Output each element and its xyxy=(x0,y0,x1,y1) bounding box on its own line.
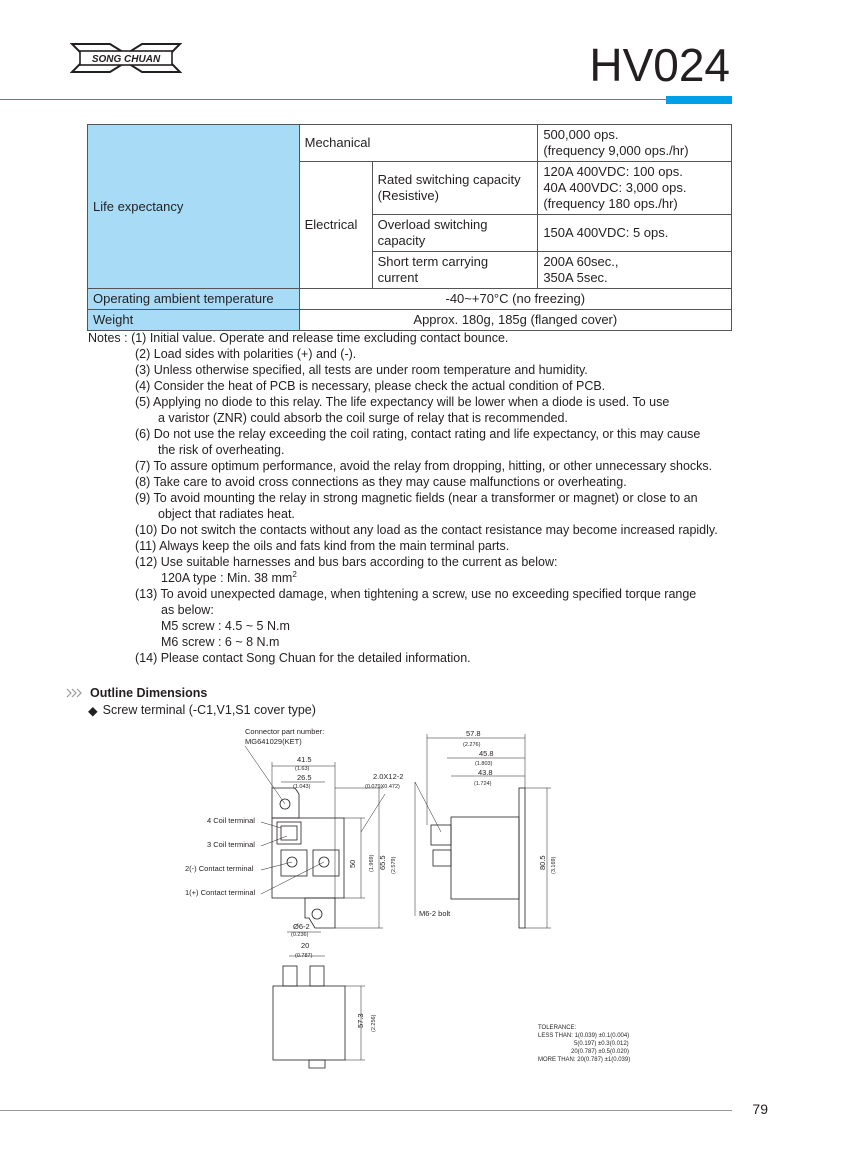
logo-text: SONG CHUAN xyxy=(91,54,161,65)
notes xyxy=(88,330,788,666)
dim-26-5: 26.5 xyxy=(297,773,312,782)
note-10: (10) Do not switch the contacts without any load as the contact resistance may become increased rapidly. xyxy=(135,523,718,537)
svg-text:(1.803): (1.803) xyxy=(475,761,493,767)
dim-57-8: 57.8 xyxy=(466,729,481,738)
song-chuan-logo xyxy=(70,40,182,76)
dim-2x12: 2.0X12-2 xyxy=(373,772,404,781)
contact-terminal-2: 2(-) Contact terminal xyxy=(185,864,254,873)
note-12-cont: 120A type : Min. 38 $mm^2$ xyxy=(161,569,297,585)
note-12: (12) Use suitable harnesses and bus bars according to the current as below: xyxy=(135,555,558,569)
side-view-body xyxy=(451,817,519,899)
note-5: (5) Applying no diode to this relay. The life expectancy will be lower when a diode is used. To use xyxy=(135,395,670,409)
note-13-m5: M5 screw : 4.5 ~ 5 N.m xyxy=(161,619,290,633)
note-13-m6: M6 screw : 6 ~ 8 N.m xyxy=(161,635,280,649)
overload-label: Overload switching capacity xyxy=(372,215,538,252)
dim-20: 20 xyxy=(301,941,310,950)
top-flange xyxy=(272,788,299,818)
model-number: HV024 xyxy=(589,39,730,91)
dim-43-8: 43.8 xyxy=(478,768,493,777)
electrical-label: Electrical xyxy=(299,162,372,289)
chevrons-icon xyxy=(66,688,84,698)
life-expectancy-label: Life expectancy xyxy=(88,125,300,289)
dim-65-5: 65.5 xyxy=(378,855,387,870)
rated-capacity-value: 120A 400VDC: 100 ops. 40A 400VDC: 3,000 ops. (frequency 180 ops./hr) xyxy=(538,162,732,215)
note-11: (11) Always keep the oils and fats kind from the main terminal parts. xyxy=(135,539,510,553)
mechanical-value: 500,000 ops. (frequency 9,000 ops./hr) xyxy=(538,125,732,162)
svg-text:(2.256): (2.256) xyxy=(371,1014,377,1032)
svg-text:(1.724): (1.724) xyxy=(474,781,492,787)
dim-80-5: 80.5 xyxy=(538,855,547,870)
outline-subtitle: ◆ Screw terminal (-C1,V1,S1 cover type) xyxy=(88,703,316,718)
dim-50: 50 xyxy=(348,859,357,868)
dim-45-8: 45.8 xyxy=(479,749,494,758)
svg-text:(0.079X0.472): (0.079X0.472) xyxy=(365,784,400,790)
connector-part: MG641029(KET) xyxy=(245,737,302,746)
dim-41-5: 41.5 xyxy=(297,755,312,764)
note-2: (2) Load sides with polarities (+) and (-). xyxy=(135,347,357,361)
svg-text:(1.63): (1.63) xyxy=(295,766,310,772)
note-6-cont: the risk of overheating. xyxy=(158,443,285,457)
svg-text:(1.043): (1.043) xyxy=(293,784,311,790)
note-1: Notes : (1) Initial value. Operate and release time excluding contact bounce. xyxy=(88,331,509,345)
svg-text:(2.276): (2.276) xyxy=(463,742,481,748)
svg-text:(1.969): (1.969) xyxy=(369,854,375,872)
note-9: (9) To avoid mounting the relay in strong magnetic fields (near a transformer or magnet) or close to an xyxy=(135,491,698,505)
overload-value: 150A 400VDC: 5 ops. xyxy=(538,215,732,252)
temperature-label: Operating ambient temperature xyxy=(88,289,300,310)
weight-value: Approx. 180g, 185g (flanged cover) xyxy=(299,310,731,331)
footer-rule xyxy=(0,1110,732,1111)
m6-bolt-label: M6-2 bolt xyxy=(419,909,451,918)
short-term-value: 200A 60sec., 350A 5sec. xyxy=(538,252,732,289)
tolerance-block: TOLERANCE: LESS THAN: 1(0.039) ±0.1(0.004) 5(0.197) ±0.3(0.012) 20(0.787) ±0.5(0.020) MORE THAN: 20(0.787) ±1(0.039) xyxy=(538,1025,631,1063)
bottom-view-body xyxy=(273,986,345,1060)
note-5-cont: a varistor (ZNR) could absorb the coil surge of relay that is recommended. xyxy=(158,411,568,425)
note-13: (13) To avoid unexpected damage, when tightening a screw, use no exceeding specified torque range xyxy=(135,587,697,601)
contact-terminal-1: 1(+) Contact terminal xyxy=(185,888,256,897)
note-7: (7) To assure optimum performance, avoid the relay from dropping, hitting, or other unnecessary shocks. xyxy=(135,459,713,473)
coil-terminal-3: 3 Coil terminal xyxy=(207,840,255,849)
svg-text:(2.579): (2.579) xyxy=(391,856,397,874)
note-3: (3) Unless otherwise specified, all tests are under room temperature and humidity. xyxy=(135,363,588,377)
outline-title: Outline Dimensions xyxy=(66,686,207,700)
note-6: (6) Do not use the relay exceeding the coil rating, contact rating and life expectancy, or this may cause xyxy=(135,427,701,441)
coil-terminal-4: 4 Coil terminal xyxy=(207,816,255,825)
note-9-cont: object that radiates heat. xyxy=(158,507,295,521)
rated-capacity-label: Rated switching capacity (Resistive) xyxy=(372,162,538,215)
note-14: (14) Please contact Song Chuan for the detailed information. xyxy=(135,651,471,665)
connector-label: Connector part number: xyxy=(245,727,325,736)
svg-text:(0.236): (0.236) xyxy=(291,932,309,938)
mechanical-label: Mechanical xyxy=(299,125,538,162)
svg-text:(0.787): (0.787) xyxy=(295,953,313,959)
svg-text:(3.169): (3.169) xyxy=(551,856,557,874)
temperature-value: -40~+70°C (no freezing) xyxy=(299,289,731,310)
short-term-label: Short term carrying current xyxy=(372,252,538,289)
front-view-body xyxy=(272,818,344,898)
note-8: (8) Take care to avoid cross connections as they may cause malfunctions or overheating. xyxy=(135,475,627,489)
header-accent-bar xyxy=(666,96,732,104)
diamond-icon: ◆ xyxy=(88,704,98,718)
note-13-cont: as below: xyxy=(161,603,214,617)
tolerance-title: TOLERANCE: xyxy=(538,1025,577,1031)
weight-label: Weight xyxy=(88,310,300,331)
header-rule xyxy=(0,99,668,100)
dim-57-3: 57.3 xyxy=(356,1013,365,1028)
dim-phi6: Ø6-2 xyxy=(293,922,310,931)
spec-table xyxy=(87,124,732,331)
page-number: 79 xyxy=(752,1101,768,1117)
note-4: (4) Consider the heat of PCB is necessary, please check the actual condition of PCB. xyxy=(135,379,606,393)
